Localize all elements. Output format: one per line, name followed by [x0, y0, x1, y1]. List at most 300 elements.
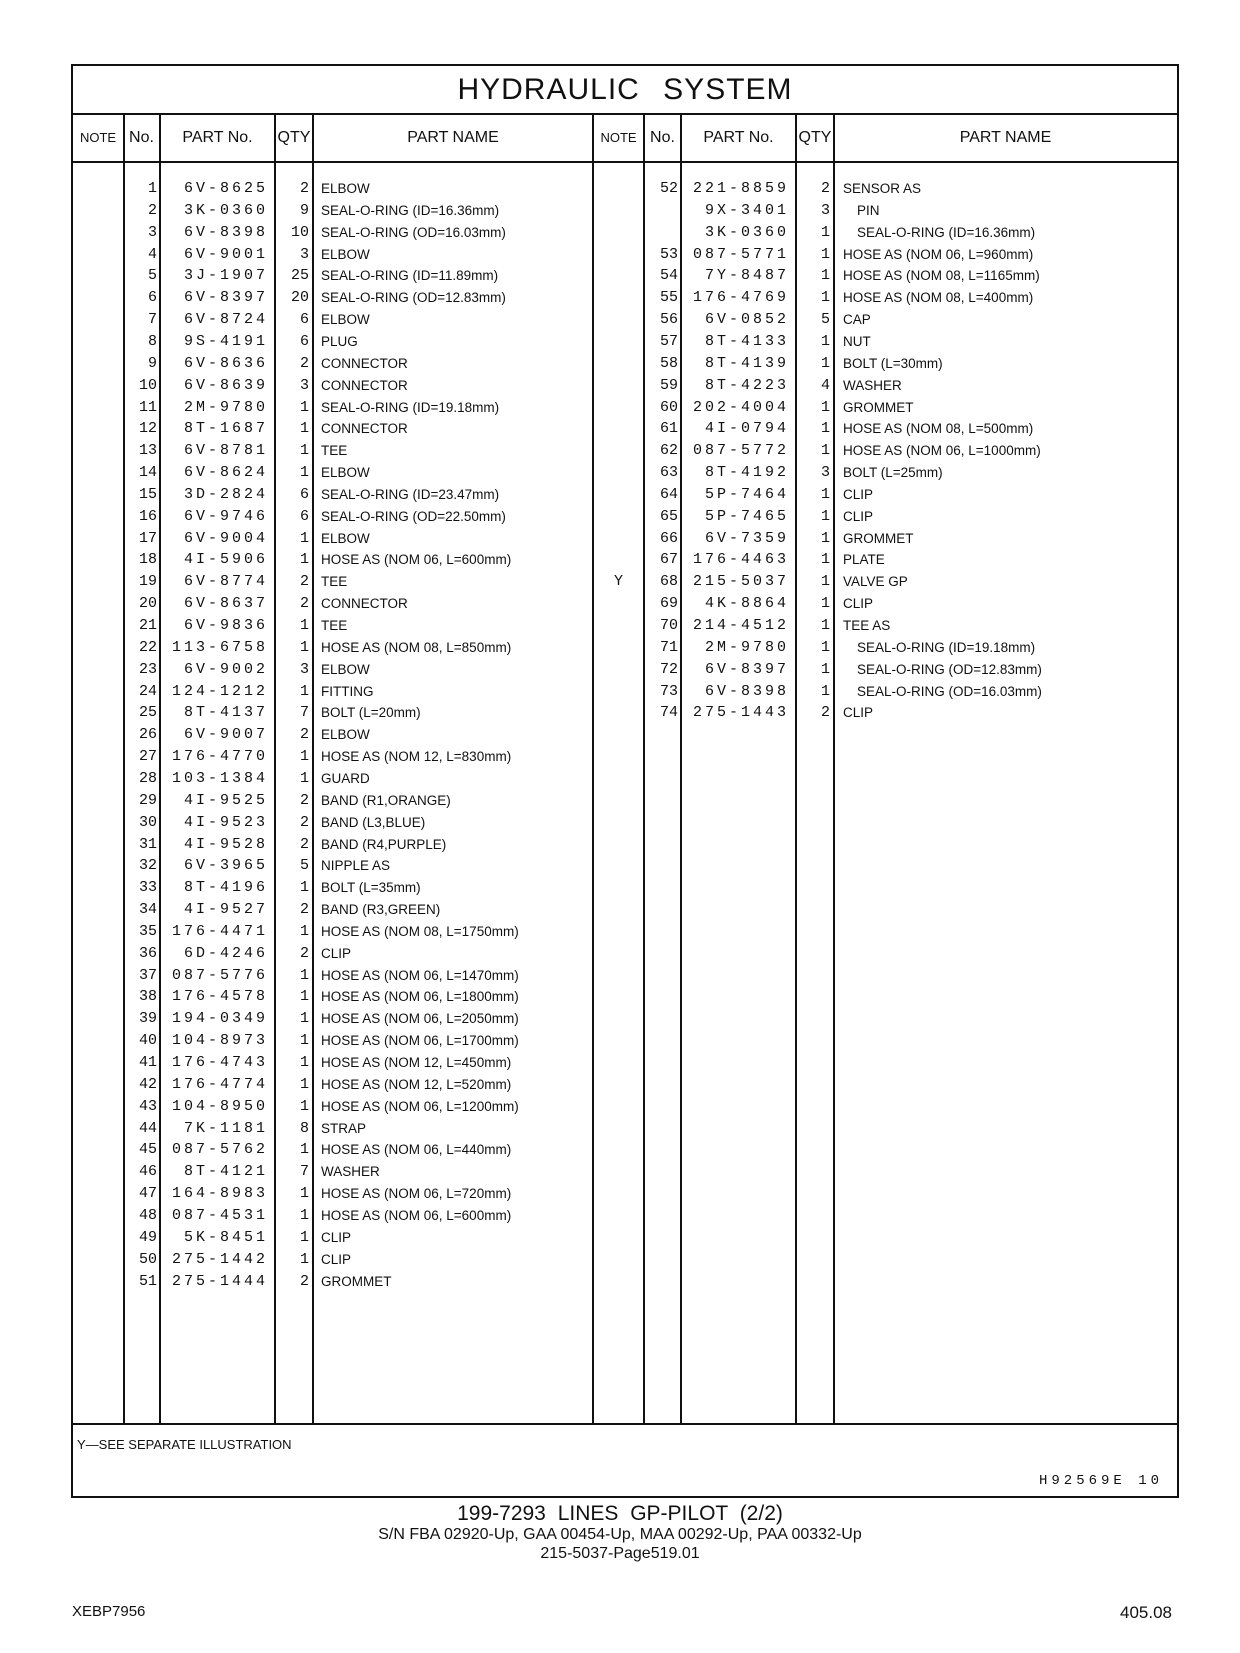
part-number: 4I-9528: [183, 835, 268, 853]
part-number: 124-1212: [171, 682, 268, 700]
quantity: 6: [299, 332, 309, 350]
part-name: PIN: [857, 202, 880, 218]
quantity: 1: [820, 660, 830, 678]
part-number: 6V-8397: [183, 289, 268, 307]
quantity: 1: [299, 529, 309, 547]
table-row: [73, 680, 1177, 703]
table-row: [73, 920, 1177, 943]
quantity: 3: [820, 464, 830, 482]
part-number: 6V-8636: [183, 354, 268, 372]
part-number: 8T-4196: [183, 879, 268, 897]
quantity: 2: [299, 813, 309, 831]
quantity: 1: [299, 682, 309, 700]
header-qty-left: QTY: [277, 129, 311, 146]
table-row: [73, 177, 1177, 200]
quantity: 10: [290, 223, 309, 241]
part-number: 6V-9007: [183, 726, 268, 744]
table-row: [73, 1226, 1177, 1249]
table-row: [73, 527, 1177, 550]
item-number: 3: [147, 223, 157, 241]
table-row: [73, 942, 1177, 965]
item-number: 36: [138, 944, 157, 962]
item-number: 23: [138, 660, 157, 678]
item-number: 57: [659, 332, 678, 350]
part-name: CONNECTOR: [321, 377, 408, 393]
part-number: 194-0349: [171, 1010, 268, 1028]
table-row: [73, 1204, 1177, 1227]
part-name: SEAL-O-RING (OD=16.03mm): [857, 683, 1042, 699]
table-row: [73, 723, 1177, 746]
part-name: CLIP: [843, 508, 874, 524]
item-number: 21: [138, 617, 157, 634]
table-row: [73, 1029, 1177, 1052]
quantity: 3: [299, 660, 309, 678]
table-row: [73, 811, 1177, 834]
parts-list-frame: [71, 64, 1179, 1498]
table-row: [73, 898, 1177, 921]
item-number: 33: [138, 879, 157, 897]
quantity: 2: [299, 595, 309, 613]
figure-reference: H92569E 10: [1038, 1473, 1163, 1489]
quantity: 2: [299, 791, 309, 809]
quantity: 1: [299, 1185, 309, 1203]
quantity: 1: [299, 442, 309, 460]
item-number: 24: [138, 682, 157, 700]
part-number: 6V-0852: [704, 311, 789, 329]
part-name: CLIP: [321, 1229, 352, 1245]
item-number: 20: [138, 595, 157, 613]
quantity: 1: [299, 1141, 309, 1159]
table-footer: [73, 1423, 1177, 1498]
part-number: 087-5771: [692, 245, 789, 263]
part-number: 4I-5906: [183, 551, 268, 569]
quantity: 2: [299, 835, 309, 853]
item-number: 28: [138, 769, 157, 787]
part-name: NIPPLE AS: [321, 858, 391, 874]
item-number: 52: [659, 180, 678, 197]
part-number: 5K-8451: [183, 1228, 268, 1246]
quantity: 5: [820, 311, 830, 329]
part-number: 4I-9525: [183, 791, 268, 809]
item-number: 40: [138, 1032, 157, 1050]
quantity: 2: [820, 180, 830, 197]
item-number: 39: [138, 1010, 157, 1028]
quantity: 1: [299, 420, 309, 438]
table-row: [73, 1073, 1177, 1096]
item-number: 37: [138, 966, 157, 984]
part-number: 8T-1687: [183, 420, 268, 438]
part-name: BOLT (L=20mm): [321, 705, 421, 721]
quantity: 1: [299, 988, 309, 1006]
quantity: 2: [299, 354, 309, 372]
quantity: 1: [820, 638, 830, 656]
item-number: 60: [659, 398, 678, 416]
part-name: CAP: [843, 312, 871, 328]
part-name: CLIP: [843, 486, 874, 502]
item-number: 18: [138, 551, 157, 569]
item-number: 71: [659, 638, 678, 656]
quantity: 1: [299, 1010, 309, 1028]
part-name: TEE: [321, 443, 348, 459]
part-number: 7Y-8487: [704, 267, 789, 285]
quantity: 2: [299, 1272, 309, 1290]
item-number: 27: [138, 748, 157, 766]
item-number: 4: [147, 245, 157, 263]
part-name: STRAP: [321, 1120, 367, 1136]
quantity: 1: [299, 1206, 309, 1224]
quantity: 1: [299, 1097, 309, 1115]
quantity: 1: [820, 507, 830, 525]
quantity: 1: [820, 551, 830, 569]
part-number: 3D-2824: [183, 485, 268, 503]
part-number: 6V-9004: [183, 529, 268, 547]
part-number: 6V-8781: [183, 442, 268, 460]
item-number: 74: [659, 704, 678, 722]
part-number: 7K-1181: [183, 1119, 268, 1137]
table-body: [73, 163, 1177, 1425]
part-name: BOLT (L=25mm): [843, 465, 943, 481]
part-name: HOSE AS (NOM 06, L=1700mm): [321, 1033, 519, 1049]
part-name: HOSE AS (NOM 08, L=1165mm): [843, 268, 1040, 284]
table-row: [73, 1160, 1177, 1183]
quantity: 2: [299, 726, 309, 744]
part-number: 6V-9836: [183, 617, 268, 634]
part-name: HOSE AS (NOM 06, L=2050mm): [321, 1011, 519, 1027]
item-number: 53: [659, 245, 678, 263]
part-name: WASHER: [321, 1164, 380, 1180]
item-number: 63: [659, 464, 678, 482]
quantity: 2: [820, 704, 830, 722]
table-row: [73, 221, 1177, 244]
part-number: 176-4578: [171, 988, 268, 1006]
header-qty-right: QTY: [798, 129, 832, 146]
part-name: HOSE AS (NOM 08, L=400mm): [843, 290, 1034, 306]
part-name: SEAL-O-RING (ID=16.36mm): [857, 224, 1036, 240]
part-name: CLIP: [321, 945, 352, 961]
part-name: BAND (R1,ORANGE): [321, 792, 451, 808]
table-row: [73, 243, 1177, 266]
table-row: [73, 1248, 1177, 1271]
quantity: 1: [299, 638, 309, 656]
quantity: 2: [299, 901, 309, 919]
item-number: 32: [138, 857, 157, 875]
part-name: SENSOR AS: [843, 181, 922, 196]
quantity: 1: [820, 223, 830, 241]
part-number: 6V-8724: [183, 311, 268, 329]
part-name: ELBOW: [321, 246, 370, 262]
item-number: 15: [138, 485, 157, 503]
header-part-name-left: PART NAME: [407, 129, 499, 146]
part-number: 8T-4121: [183, 1163, 268, 1181]
quantity: 3: [820, 201, 830, 219]
caption-serial-numbers: S/N FBA 02920-Up, GAA 00454-Up, MAA 00292-Up, PAA 00332-Up: [378, 1526, 862, 1543]
part-name: SEAL-O-RING (OD=16.03mm): [321, 224, 506, 240]
table-row: [73, 854, 1177, 877]
part-name: HOSE AS (NOM 06, L=600mm): [321, 552, 512, 568]
part-name: SEAL-O-RING (OD=12.83mm): [321, 290, 506, 306]
table-row: [73, 374, 1177, 397]
item-number: 42: [138, 1075, 157, 1093]
item-number: 64: [659, 485, 678, 503]
part-number: 6V-8624: [183, 464, 268, 482]
part-name: CONNECTOR: [321, 421, 408, 437]
table-row: [73, 985, 1177, 1008]
part-name: HOSE AS (NOM 08, L=850mm): [321, 639, 512, 655]
part-name: CLIP: [843, 705, 874, 721]
part-number: 113-6758: [171, 638, 268, 656]
item-number: 31: [138, 835, 157, 853]
table-row: [73, 548, 1177, 571]
quantity: 1: [820, 682, 830, 700]
part-name: TEE AS: [843, 618, 891, 633]
table-row: [73, 1095, 1177, 1118]
quantity: 1: [820, 595, 830, 613]
item-number: 38: [138, 988, 157, 1006]
part-name: SEAL-O-RING (OD=12.83mm): [857, 661, 1042, 677]
item-number: 65: [659, 507, 678, 525]
table-row: [73, 1117, 1177, 1140]
quantity: 1: [820, 332, 830, 350]
part-number: 275-1444: [171, 1272, 268, 1290]
header-note-left: NOTE: [79, 130, 117, 145]
table-row: [73, 614, 1177, 637]
table-row: [73, 330, 1177, 353]
part-name: CONNECTOR: [321, 596, 408, 612]
item-number: 58: [659, 354, 678, 372]
item-number: 54: [659, 267, 678, 285]
table-row: [73, 417, 1177, 440]
part-name: ELBOW: [321, 661, 370, 677]
part-name: HOSE AS (NOM 12, L=520mm): [321, 1076, 512, 1092]
quantity: 3: [299, 376, 309, 394]
item-number: 12: [138, 420, 157, 438]
item-number: 46: [138, 1163, 157, 1181]
table-row: [73, 439, 1177, 462]
quantity: 6: [299, 485, 309, 503]
part-name: HOSE AS (NOM 06, L=720mm): [321, 1186, 512, 1202]
quantity: 3: [299, 245, 309, 263]
part-name: SEAL-O-RING (ID=16.36mm): [321, 202, 500, 218]
part-number: 176-4463: [692, 551, 789, 569]
table-row: [73, 264, 1177, 287]
quantity: 1: [820, 529, 830, 547]
part-name: VALVE GP: [843, 574, 908, 590]
item-number: 30: [138, 813, 157, 831]
document-id: XEBP7956: [72, 1603, 146, 1620]
part-name: ELBOW: [321, 465, 370, 481]
part-number: 176-4743: [171, 1054, 268, 1071]
table-row: [73, 1007, 1177, 1030]
part-number: 6D-4246: [183, 944, 268, 962]
part-name: PLATE: [843, 552, 885, 568]
item-number: 26: [138, 726, 157, 744]
part-name: FITTING: [321, 683, 374, 699]
item-number: 67: [659, 551, 678, 569]
quantity: 1: [299, 1054, 309, 1071]
part-name: SEAL-O-RING (ID=19.18mm): [321, 399, 500, 415]
table-row: [73, 505, 1177, 528]
table-row: [73, 876, 1177, 899]
item-number: 48: [138, 1206, 157, 1224]
item-number: 51: [138, 1272, 157, 1290]
item-number: 45: [138, 1141, 157, 1159]
item-number: 44: [138, 1119, 157, 1137]
quantity: 1: [299, 966, 309, 984]
part-number: 6V-7359: [704, 529, 789, 547]
section-title: HYDRAULIC SYSTEM: [73, 66, 1177, 115]
part-name: ELBOW: [321, 727, 370, 743]
quantity: 1: [299, 551, 309, 569]
item-number: 49: [138, 1228, 157, 1246]
part-number: 087-5762: [171, 1141, 268, 1159]
quantity: 1: [299, 922, 309, 940]
quantity: 25: [290, 267, 309, 285]
part-name: BOLT (L=30mm): [843, 355, 943, 371]
part-number: 6V-9002: [183, 660, 268, 678]
quantity: 1: [820, 245, 830, 263]
header-no-left: No.: [129, 129, 154, 146]
part-name: HOSE AS (NOM 12, L=450mm): [321, 1055, 512, 1070]
part-name: HOSE AS (NOM 06, L=960mm): [843, 246, 1034, 262]
item-number: 6: [147, 289, 157, 307]
item-number: 41: [138, 1054, 157, 1071]
caption: [0, 1503, 1240, 1563]
part-name: GUARD: [321, 770, 370, 786]
part-number: 6V-8398: [183, 223, 268, 241]
note-cell: Y: [613, 573, 623, 591]
item-number: 68: [659, 573, 678, 591]
item-number: 5: [147, 267, 157, 285]
table-header: [73, 115, 1177, 163]
item-number: 62: [659, 442, 678, 460]
part-number: 2M-9780: [183, 398, 268, 416]
part-name: CLIP: [321, 1251, 352, 1267]
part-name: BAND (R4,PURPLE): [321, 836, 447, 852]
item-number: 14: [138, 464, 157, 482]
quantity: 2: [299, 573, 309, 591]
quantity: 1: [299, 398, 309, 416]
part-name: BAND (R3,GREEN): [321, 902, 441, 918]
part-number: 9S-4191: [183, 332, 268, 350]
item-number: 11: [138, 398, 157, 416]
part-name: HOSE AS (NOM 06, L=440mm): [321, 1142, 512, 1158]
part-name: BOLT (L=35mm): [321, 880, 421, 896]
table-row: [73, 286, 1177, 309]
quantity: 1: [299, 1228, 309, 1246]
part-number: 087-5772: [692, 442, 789, 460]
header-part-name-right: PART NAME: [959, 129, 1052, 146]
part-number: 8T-4223: [704, 376, 789, 394]
caption-title: 199-7293 LINES GP-PILOT (2/2): [457, 1502, 783, 1525]
part-number: 3K-0360: [183, 201, 268, 219]
table-row: [73, 1138, 1177, 1161]
item-number: 10: [138, 376, 157, 394]
part-number: 176-4774: [171, 1075, 268, 1093]
quantity: 2: [299, 180, 309, 197]
header-note-right: NOTE: [600, 130, 637, 145]
part-number: 221-8859: [692, 180, 789, 197]
part-name: HOSE AS (NOM 06, L=1800mm): [321, 989, 519, 1005]
table-row: [73, 308, 1177, 331]
part-number: 087-4531: [171, 1206, 268, 1224]
part-number: 3J-1907: [183, 267, 268, 285]
item-number: 29: [138, 791, 157, 809]
item-number: 34: [138, 901, 157, 919]
part-name: ELBOW: [321, 530, 370, 546]
part-name: NUT: [843, 333, 871, 349]
item-number: 35: [138, 922, 157, 940]
table-row: [73, 701, 1177, 724]
table-row: [73, 1051, 1177, 1074]
quantity: 5: [299, 857, 309, 875]
part-number: 6V-8637: [183, 595, 268, 613]
part-number: 6V-8774: [183, 573, 268, 591]
caption-page-reference: 215-5037-Page519.01: [540, 1545, 700, 1562]
part-name: HOSE AS (NOM 12, L=830mm): [321, 749, 512, 765]
quantity: 9: [299, 201, 309, 219]
part-number: 6V-3965: [183, 857, 268, 875]
item-number: 22: [138, 638, 157, 656]
part-number: 5P-7464: [704, 485, 789, 503]
quantity: 6: [299, 311, 309, 329]
table-row: [73, 461, 1177, 484]
item-number: 43: [138, 1097, 157, 1115]
quantity: 1: [820, 398, 830, 416]
part-number: 4K-8864: [704, 595, 789, 613]
item-number: 16: [138, 507, 157, 525]
part-number: 202-4004: [692, 398, 789, 416]
part-name: HOSE AS (NOM 06, L=1200mm): [321, 1098, 519, 1114]
table-row: [73, 964, 1177, 987]
item-number: 47: [138, 1185, 157, 1203]
part-number: 4I-9523: [183, 813, 268, 831]
part-number: 8T-4133: [704, 332, 789, 350]
part-number: 8T-4139: [704, 354, 789, 372]
quantity: 1: [299, 617, 309, 634]
header-part-no-right: PART No.: [703, 129, 774, 146]
item-number: 72: [659, 660, 678, 678]
table-row: [73, 1270, 1177, 1293]
quantity: 1: [820, 573, 830, 591]
part-name: GROMMET: [321, 1273, 392, 1289]
quantity: 1: [820, 354, 830, 372]
part-number: 104-8950: [171, 1097, 268, 1115]
part-number: 164-8983: [171, 1185, 268, 1203]
quantity: 20: [290, 289, 309, 307]
part-name: HOSE AS (NOM 08, L=1750mm): [321, 923, 519, 939]
part-name: HOSE AS (NOM 06, L=1000mm): [843, 443, 1041, 459]
quantity: 1: [299, 1032, 309, 1050]
footnote: Y—SEE SEPARATE ILLUSTRATION: [77, 1437, 292, 1452]
item-number: 17: [138, 529, 157, 547]
table-row: [73, 483, 1177, 506]
item-number: 66: [659, 529, 678, 547]
quantity: 8: [299, 1119, 309, 1137]
part-name: GROMMET: [843, 399, 914, 415]
table-row: [73, 396, 1177, 419]
quantity: 1: [299, 879, 309, 897]
part-name: HOSE AS (NOM 08, L=500mm): [843, 421, 1034, 437]
part-number: 6V-9001: [183, 245, 268, 263]
part-number: 275-1443: [692, 704, 789, 722]
part-name: HOSE AS (NOM 06, L=600mm): [321, 1207, 512, 1223]
item-number: 9: [147, 354, 157, 372]
part-number: 9X-3401: [704, 201, 789, 219]
table-row: [73, 199, 1177, 222]
table-row: [73, 352, 1177, 375]
part-number: 6V-8398: [704, 682, 789, 700]
quantity: 1: [299, 769, 309, 787]
